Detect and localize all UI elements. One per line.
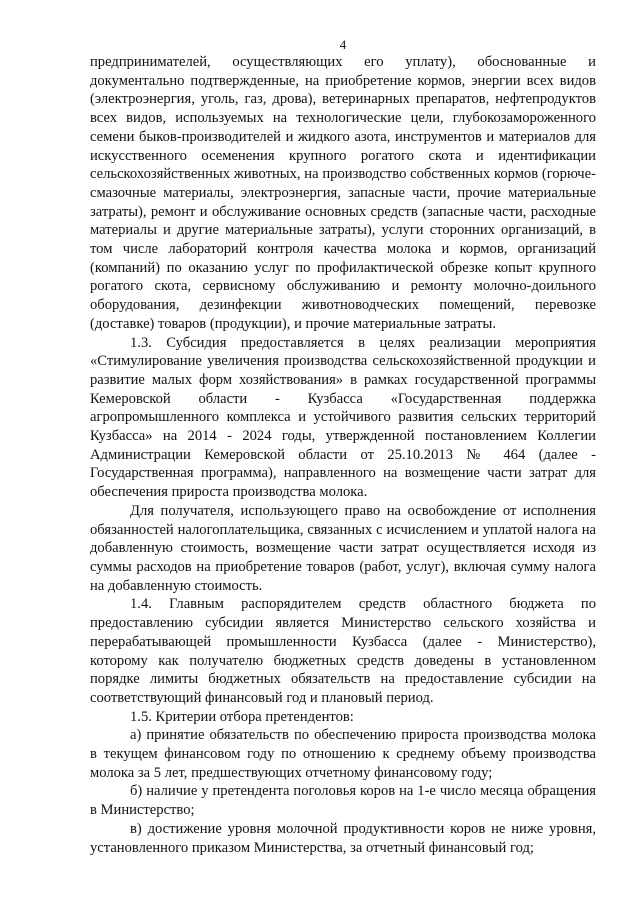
- paragraph-1-5: 1.5. Критерии отбора претендентов:: [130, 708, 354, 725]
- criterion-v: в) достижение уровня молочной продуктивности коров не ниже уровня, установленного приказом Министерства, за отчетный финансовый год;: [90, 820, 596, 856]
- criterion-a: а) принятие обязательств по обеспечению прироста производства молока в текущем финансовом году по отношению к среднему объему производства молока за 5 лет, предшествующих отчетному финансовому году;: [90, 727, 596, 781]
- document-body: [90, 53, 596, 857]
- paragraph-1-4: 1.4. Главным распорядителем средств областного бюджета по предоставлению субсидии является Министерство сельского хозяйства и перерабатывающей промышленности Кузбасса (далее - Министерство), которому как получателю бюджетных средств доведены в установленном порядке лимиты бюджетных обязательств на предоставление субсидии на соответствующий финансовый год и плановый период.: [90, 596, 596, 706]
- paragraph-vat-exemption: Для получателя, использующего право на освобождение от исполнения обязанностей налогоплательщика, связанных с исчислением и уплатой налога на добавленную стоимость, возмещение части затрат осуществляется исходя из суммы расходов на приобретение товаров (работ, услуг), включая сумму налога на добавленную стоимость.: [90, 502, 596, 594]
- criterion-b: б) наличие у претендента поголовья коров на 1-е число месяца обращения в Министерство;: [90, 783, 596, 819]
- paragraph-costs-list: предпринимателей, осуществляющих его уплату), обоснованные и документально подтвержденные, на приобретение кормов, энергии всех видов (электроэнергия, уголь, газ, дрова), ветеринарных препаратов, нефтепродуктов всех видов, используемых на технологические цели, глубокозамороженного семени быков-производителей и жидкого азота, инструментов и материалов для искусственного осеменения крупного рогатого скота и идентификации сельскохозяйственных животных, на производство собственных кормов (горюче-смазочные материалы, электроэнергия, запасные части, прочие материальные затраты), ремонт и обслуживание основных средств (запасные части, расходные материалы и другие материальные затраты), услуги сторонних организаций, в том числе лабораторий контроля качества молока и кормов, организаций (компаний) по оказанию услуг по профилактической обрезке копыт крупного рогатого скота, сервисному обслуживанию и ремонту молочно-доильного оборудования, дезинфекции животноводческих помещений, перевозке (доставке) товаров (продукции), и прочие материальные затраты.: [90, 54, 596, 332]
- paragraph-1-3: 1.3. Субсидия предоставляется в целях реализации мероприятия «Стимулирование увеличения производства сельскохозяйственной продукции и развитие малых форм хозяйствования» в рамках государственной программы Кемеровской области - Кузбасса «Государственная поддержка агропромышленного комплекса и устойчивого развития сельских территорий Кузбасса» на 2014 - 2024 годы, утвержденной постановлением Коллегии Администрации Кемеровской области от 25.10.2013 № 464 (далее - Государственная программа), направленного на возмещение части затрат для обеспечения прироста производства молока.: [90, 334, 596, 501]
- page-number: 4: [339, 37, 347, 52]
- document-page: [90, 38, 596, 857]
